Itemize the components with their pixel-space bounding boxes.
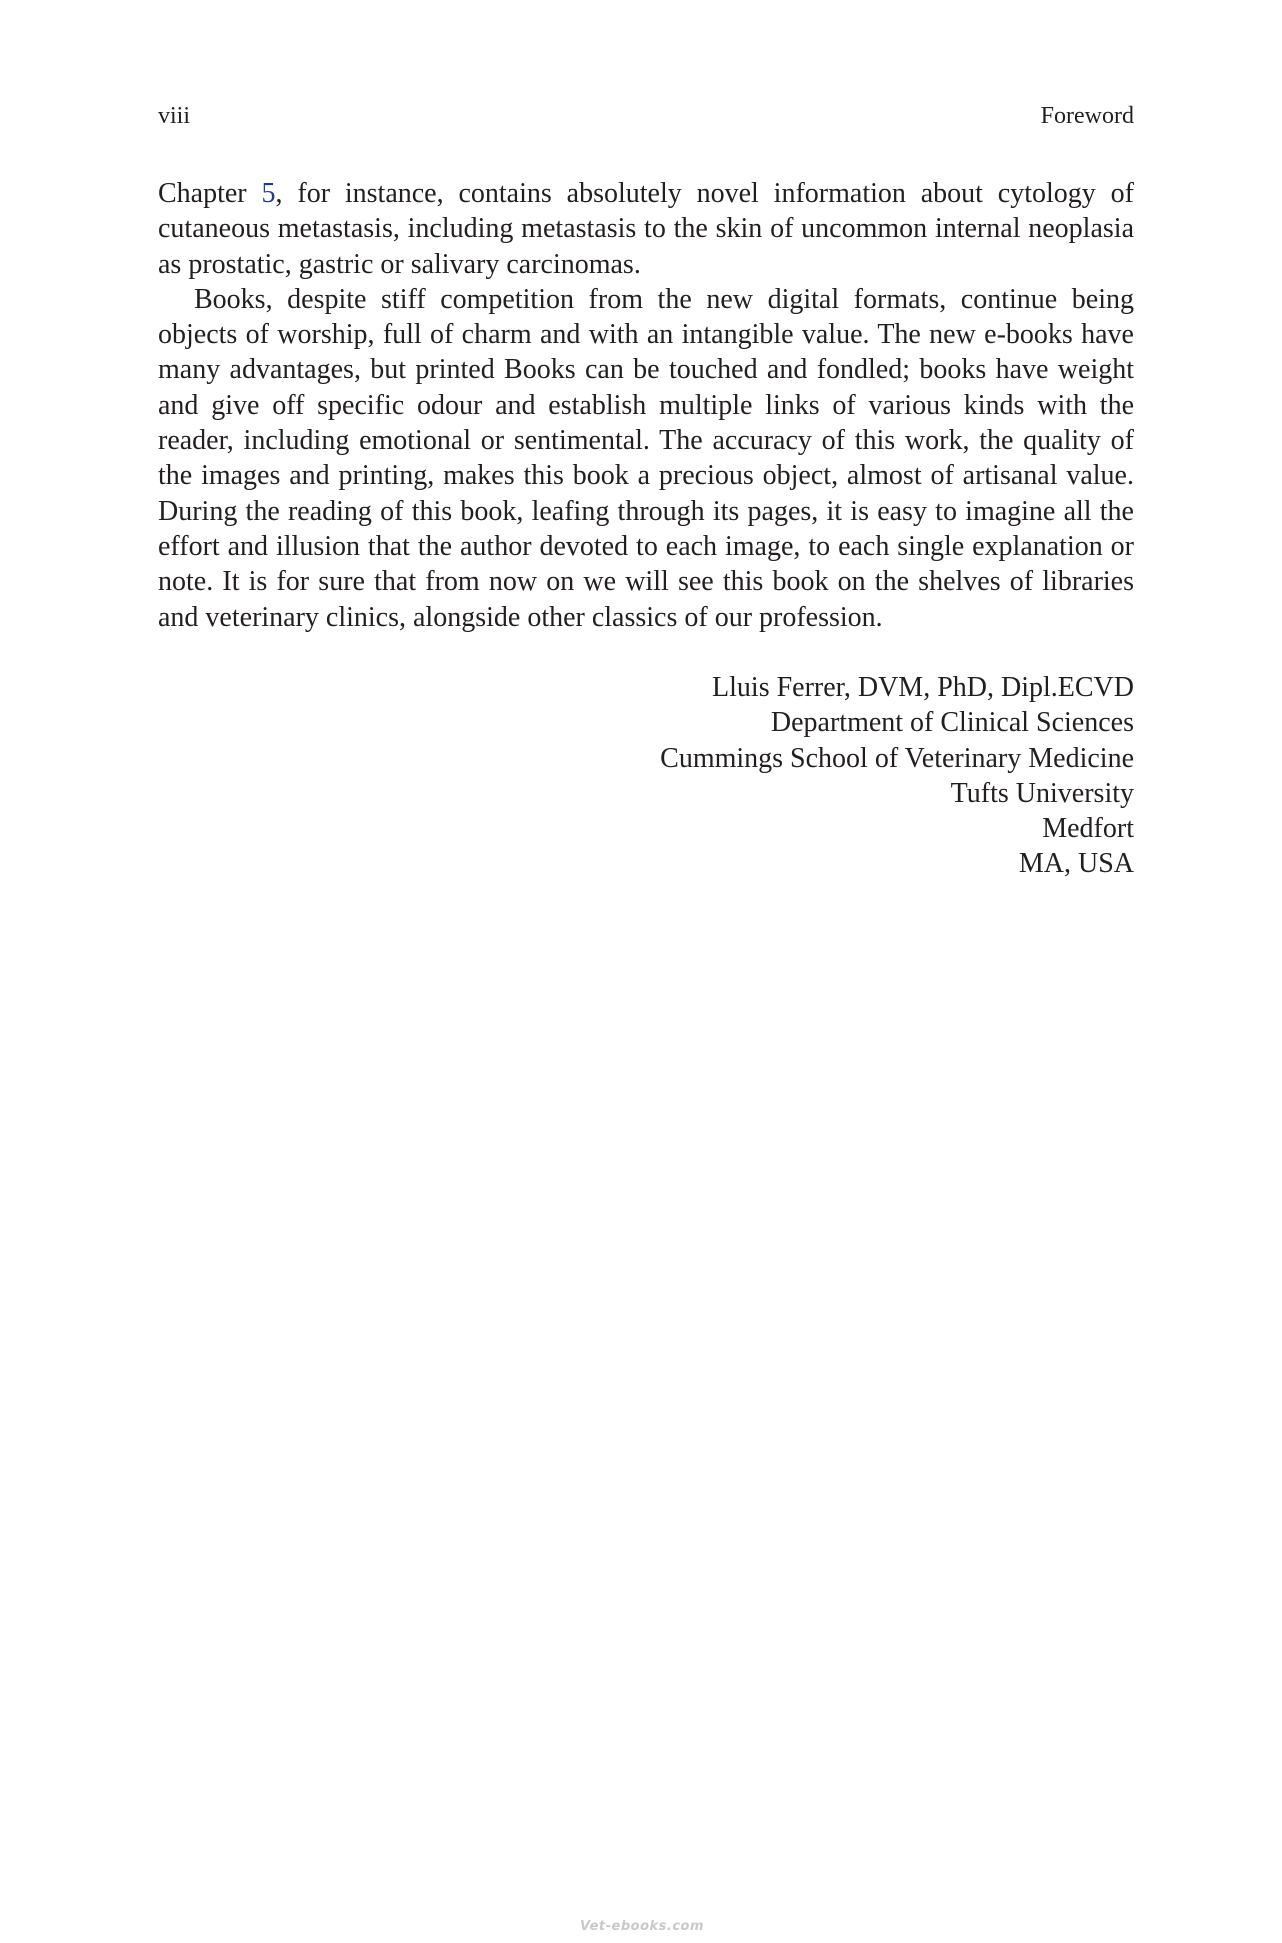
author-region: MA, USA	[1018, 848, 1134, 880]
author-signature-block	[434, 670, 1134, 882]
author-university: Tufts University	[950, 777, 1134, 809]
paragraph-1-lead: Chapter	[158, 178, 262, 209]
chapter-5-link[interactable]: 5	[261, 178, 276, 209]
paragraph-1-rest: , for instance, contains absolutely novel information about cytology of cutaneous metastasis, including metastasis to the skin of uncommon internal neoplasia as prostatic, gastric or salivary carcinomas.	[158, 178, 1134, 280]
book-page	[158, 0, 1134, 1943]
paragraph-2: Books, despite stiff competition from the new digital formats, continue being objects of worship, full of charm and with an intangible value. The new e-books have many advantages, but printed Books can be touched and fondled; books have weight and give off specific odour and establish multiple links of various kinds with the reader, including emotional or sentimental. The accuracy of this work, the quality of the images and printing, makes this book a precious object, almost of artisanal value. During the reading of this book, leafing through its pages, it is easy to imagine all the effort and illusion that the author devoted to each image, to each single explanation or note. It is for sure that from now on we will see this book on the shelves of libraries and veterinary clinics, alongside other classics of our profession.	[158, 283, 1134, 633]
author-city: Medfort	[1042, 813, 1134, 845]
foreword-body	[158, 176, 1134, 635]
running-head	[158, 100, 1134, 132]
page-number: viii	[158, 103, 191, 129]
author-school: Cummings School of Veterinary Medicine	[660, 742, 1134, 774]
author-name: Lluis Ferrer, DVM, PhD, Dipl.ECVD	[712, 672, 1134, 703]
paragraph-1	[158, 176, 1134, 282]
section-title: Foreword	[1040, 103, 1134, 129]
watermark-logo: Vet-ebooks.com	[580, 1919, 705, 1934]
author-department: Department of Clinical Sciences	[770, 707, 1134, 739]
